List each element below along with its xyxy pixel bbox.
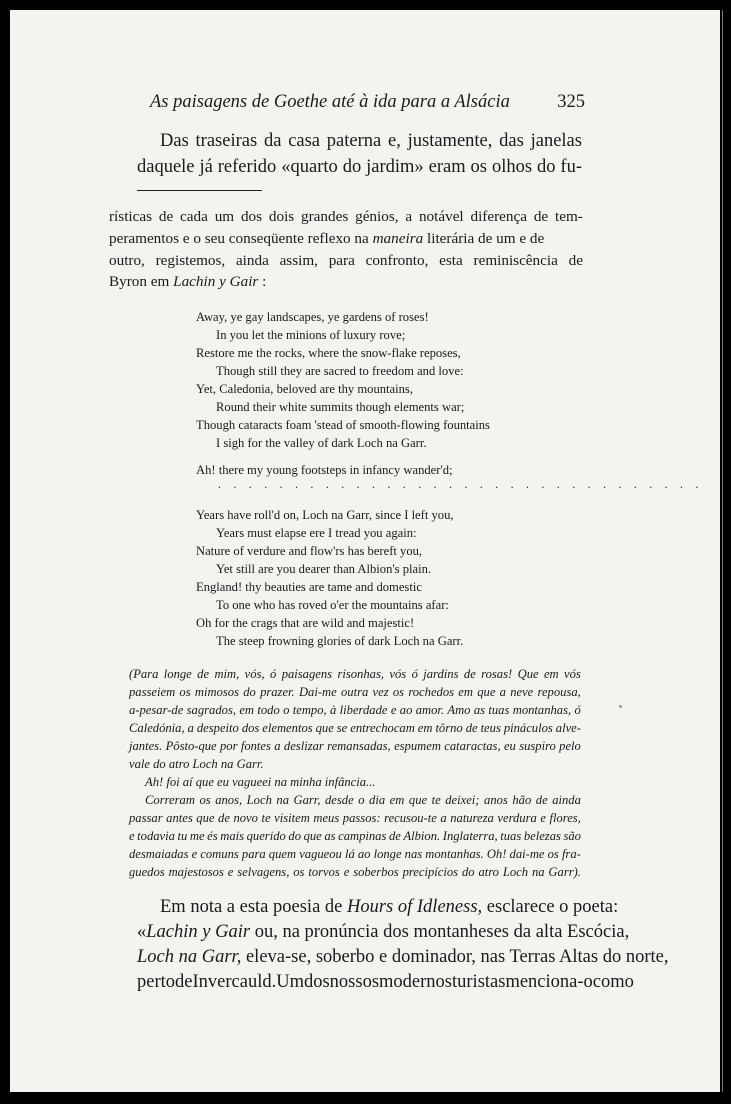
translation-line: (Para longe de mim, vós, ó paisagens risonhas, vós ó jardins de rosas! Que em vós xyxy=(129,667,581,681)
poem-line: Though cataracts foam 'stead of smooth-flowing fountains xyxy=(196,418,490,432)
translation-line: guedos majestosos e selvagens, os torvos e soberbos precipícios do atro Loch na Garr). xyxy=(129,865,581,879)
header-title: As paisagens de Goethe até à ida para a Alsácia xyxy=(150,92,510,112)
poem-line: Though still they are sacred to freedom and love: xyxy=(216,364,464,378)
translation-line: e todavia tu me és mais querido do que as campinas de Albion. Inglaterra, tuas belezas são xyxy=(129,829,581,843)
page-number: 325 xyxy=(557,92,585,112)
translation-line: jantes. Pôsto-que por fontes a deslizar remansadas, espumem cataractas, eu suspiro pelo xyxy=(129,739,581,753)
poem-line: The steep frowning glories of dark Loch na Garr. xyxy=(216,634,464,648)
translation-line: Correram os anos, Loch na Garr, desde o dia em que te deixei; anos hão de ainda xyxy=(145,793,581,807)
running-header xyxy=(150,92,585,113)
intro-line-2: daquele já referido «quarto do jardim» eram os olhos do fu- xyxy=(137,157,582,177)
poem-line: I sigh for the valley of dark Loch na Garr. xyxy=(216,436,427,450)
poem-line: Years have roll'd on, Loch na Garr, since I left you, xyxy=(196,508,454,522)
ellipsis-dots: . . . . . . . . . . . . . . . . . . . . . . . . . . . . . . . . xyxy=(218,477,704,491)
intro-line-1: Das traseiras da casa paterna e, justamente, das janelas xyxy=(160,131,582,151)
footnote-line-1: rísticas de cada um dos dois grandes génios, a notável diferença de tem- xyxy=(109,208,583,225)
poem-line: Round their white summits though elements war; xyxy=(216,400,465,414)
poem-line: Yet, Caledonia, beloved are thy mountains, xyxy=(196,382,413,396)
footnote-rule xyxy=(137,190,262,191)
poem-line: Away, ye gay landscapes, ye gardens of roses! xyxy=(196,310,429,324)
poem-line: England! thy beauties are tame and domestic xyxy=(196,580,422,594)
closing-line-2: «Lachin y Gair ou, na pronúncia dos montanheses da alta Escócia, xyxy=(137,922,630,942)
translation-line: passeiem os mimosos do prazer. Dai-me outra vez os rochedos em que a neve repousa, xyxy=(129,685,581,699)
poem-line: Ah! there my young footsteps in infancy wander'd; xyxy=(196,463,453,477)
poem-line: Oh for the crags that are wild and majestic! xyxy=(196,616,415,630)
footnote-line-2: peramentos e o seu conseqüente reflexo na maneira literária de um e de xyxy=(109,230,545,247)
translation-line: a-pesar-de sagrados, em todo o tempo, à liberdade e ao amor. Amo as tuas montanhas, ó xyxy=(129,703,581,717)
poem-line: To one who has roved o'er the mountains afar: xyxy=(216,598,449,612)
poem-line: In you let the minions of luxury rove; xyxy=(216,328,406,342)
footnote-line-4: Byron em Lachin y Gair : xyxy=(109,273,267,290)
translation-line: desmaiadas e comuns para quem vagueou lá ao longe nas montanhas. Oh! dai-me os fra- xyxy=(129,847,581,861)
closing-line-4: perto de Invercauld. Um dos nossos modernos turistas menciona-o como xyxy=(137,972,634,992)
closing-line-3: Loch na Garr, eleva-se, soberbo e dominador, nas Terras Altas do norte, xyxy=(137,947,669,967)
poem-line: Yet still are you dearer than Albion's plain. xyxy=(216,562,432,576)
page-edge xyxy=(722,10,723,1092)
closing-line-1: Em nota a esta poesia de Hours of Idleness, esclarece o poeta: xyxy=(160,897,619,917)
poem-line: Nature of verdure and flow'rs has bereft you, xyxy=(196,544,423,558)
poem-line: Restore me the rocks, where the snow-flake reposes, xyxy=(196,346,461,360)
footnote-line-3: outro, registemos, ainda assim, para confronto, esta reminiscência de xyxy=(109,252,583,269)
poem-line: Years must elapse ere I tread you again: xyxy=(216,526,417,540)
translation-line: Ah! foi aí que eu vagueei na minha infância... xyxy=(145,775,376,789)
translation-line: vale do atro Loch na Garr. xyxy=(129,757,264,771)
paper-speck xyxy=(619,705,622,708)
translation-line: passar antes que de novo te visitem meus passos: recusou-te a natureza verdura e flores, xyxy=(129,811,581,825)
translation-line: Caledónia, a despeito dos elementos que se entrechocam em tôrno de teus pináculos alve- xyxy=(129,721,581,735)
